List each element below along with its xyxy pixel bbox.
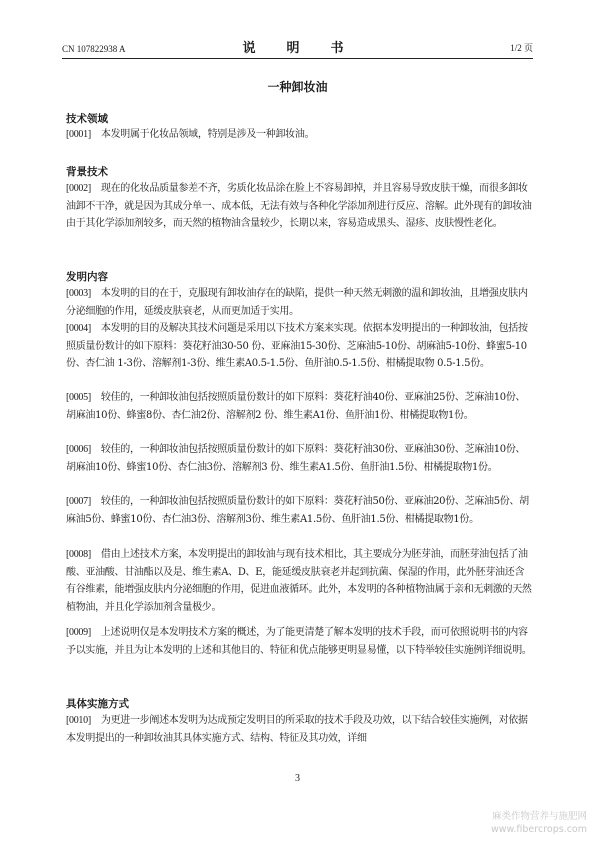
paragraph-0001 <box>66 126 532 144</box>
paragraph-number: [0009] <box>66 627 91 638</box>
paragraph-0004 <box>66 320 532 373</box>
paragraph-text: 现在的化妆品质量参差不齐，劣质化妆品涂在脸上不容易卸掉，并且容易导致皮肤干燥，而很多卸妆油卸不干净，就是因为其成分单一、成本低，无法有效与各种化学添加剂进行反应、溶解。此外现有的卸妆油由于其化学添加剂较多，而天然的植物油含量较少，长期以来，容易造成黑头、湿疹、皮肤慢性老化。 <box>66 183 532 229</box>
document-title: 一种卸妆油 <box>267 80 328 94</box>
watermark-url: www.fibercrops.com <box>490 824 587 835</box>
section-heading-embodiment: 具体实施方式 <box>66 698 129 710</box>
paragraph-text: 上述说明仅是本发明技术方案的概述，为了能更清楚了解本发明的技术手段，而可依照说明书的内容予以实施，并且为让本发明的上述和其他目的、特征和优点能够更明显易懂，以下特举较佳实施例详细说明。 <box>66 627 532 656</box>
paragraph-number: [0007] <box>66 496 91 507</box>
section-heading-background: 背景技术 <box>66 166 108 178</box>
paragraph-0005 <box>66 389 532 424</box>
paragraph-number: [0010] <box>66 715 91 726</box>
paragraph-0009 <box>66 624 532 659</box>
paragraph-number: [0004] <box>66 323 91 334</box>
doc-type-heading: 说 明 书 <box>242 41 353 56</box>
paragraph-0006 <box>66 441 532 476</box>
paragraph-number: [0006] <box>66 444 91 455</box>
paragraph-0010 <box>66 712 532 747</box>
paragraph-number: [0002] <box>66 183 91 194</box>
paragraph-text: 较佳的，一种卸妆油包括按照质量份数计的如下原料：葵花籽油50份、亚麻油20份、芝麻油5份、胡麻油5份、蜂蜜10份、杏仁油3份、溶解剂3份、维生素A1.5份、鱼肝油1.5份、柑橘提取物1份。 <box>66 496 529 525</box>
paragraph-text: 为更进一步阐述本发明为达成预定发明目的所采取的技术手段及功效，以下结合较佳实施例，对依据本发明提出的一种卸妆油其具体实施方式、结构、特征及其功效，详细 <box>66 715 528 744</box>
watermark-site-name: 麻类作物营养与施肥网 <box>491 811 587 822</box>
paragraph-text: 借由上述技术方案，本发明提出的卸妆油与现有技术相比，其主要成分为胚芽油，而胚芽油包括了油酸、亚油酸、甘油酯以及是、维生素A、D、E，能延缓皮肤衰老并起到抗菌、保湿的作用，此外胚芽油还含有谷维素，能增强皮肤内分泌细胞的作用，促进血液循环。此外，本发明的各种植物油属于亲和无刺激的天然植物油，并且化学添加剂含量极少。 <box>66 549 532 613</box>
paragraph-number: [0001] <box>66 129 91 140</box>
paragraph-0007 <box>66 493 532 528</box>
watermark <box>491 810 587 836</box>
doc-number: CN 107822938 A <box>62 44 126 54</box>
section-heading-content: 发明内容 <box>66 271 108 283</box>
section-heading-tech-field: 技术领域 <box>66 113 108 125</box>
paragraph-0008 <box>66 546 532 616</box>
page-header <box>62 36 533 59</box>
paragraph-number: [0005] <box>66 392 91 403</box>
paragraph-0003 <box>66 285 532 320</box>
paragraph-text: 较佳的，一种卸妆油包括按照质量份数计的如下原料：葵花籽油30份、亚麻油30份、芝麻油10份、胡麻油10份、蜂蜜10份、杏仁油3份、溶解剂3 份、维生素A1.5份、鱼肝油1.5份、柑橘提取物1份。 <box>66 444 526 473</box>
paragraph-text: 本发明的目的在于，克服现有卸妆油存在的缺陷，提供一种天然无刺激的温和卸妆油，且增强皮肤内分泌细胞的作用，延缓皮肤衰老，从而更加适于实用。 <box>66 288 528 317</box>
paragraph-number: [0008] <box>66 549 91 560</box>
paragraph-number: [0003] <box>66 288 91 299</box>
paragraph-0002 <box>66 180 532 233</box>
page-info: 1/2 页 <box>510 43 533 53</box>
paragraph-text: 本发明属于化妆品领域，特别是涉及一种卸妆油。 <box>100 129 315 140</box>
paragraph-text: 本发明的目的及解决其技术问题是采用以下技术方案来实现。依据本发明提出的一种卸妆油，包括按照质量份数计的如下原料：葵花籽油30-50 份、亚麻油15-30份、芝麻油5-10份、胡麻油5-10份、蜂蜜5-10份、杏仁油 1-3份、溶解剂1-3份、维生素A0.5-1.5份、鱼肝油0.5-1.5份、柑橘提取物 0.5-1.5份。 <box>66 323 528 369</box>
page-number: 3 <box>295 773 300 784</box>
paragraph-text: 较佳的，一种卸妆油包括按照质量份数计的如下原料：葵花籽油40份、亚麻油25份、芝麻油10份、胡麻油10份、蜂蜜8份、杏仁油2份、溶解剂2 份、维生素A1份、鱼肝油1份、柑橘提取物1份。 <box>66 392 526 421</box>
